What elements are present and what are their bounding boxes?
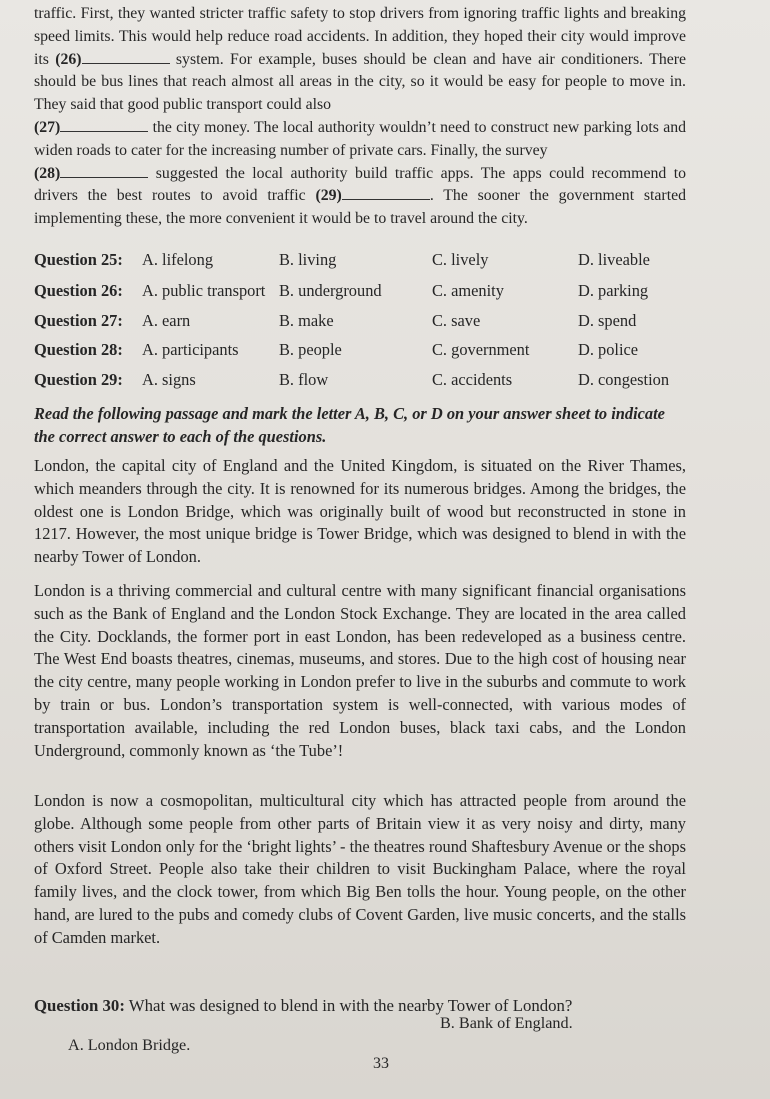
passage-traffic — [34, 3, 686, 231]
option-b[interactable]: B. flow — [279, 370, 329, 389]
option-c[interactable]: C. government — [432, 340, 530, 359]
question-label: Question 30: — [34, 996, 125, 1015]
question-30 — [34, 996, 572, 1016]
question-28-row — [34, 340, 684, 364]
option-a[interactable]: A. London Bridge. — [68, 1036, 191, 1054]
question-29-row — [34, 370, 684, 394]
question-label: Question 26: — [34, 281, 123, 300]
question-27-row — [34, 311, 684, 335]
blank-number-28: (28) — [34, 164, 61, 182]
option-d[interactable]: D. liveable — [578, 250, 650, 269]
option-d[interactable]: D. congestion — [578, 370, 670, 389]
option-b[interactable]: B. people — [279, 340, 342, 359]
passage-london-paragraph-3: London is now a cosmopolitan, multicultural city which has attracted people from around the globe. Although some people from other parts of Britain view it as very noisy and dirty, many others visit London only for the ‘bright lights’ - the theatres round Shaftesbury Avenue or the shops of Oxford Street. People also take their children to visit Buckingham Palace, where the royal family lives, and the clock tower, from which Big Ben tolls the hour. Young people, on the other hand, are lured to the pubs and comedy clubs of Covent Garden, live music concerts, and the stalls of Camden market. — [34, 791, 686, 947]
option-d[interactable]: D. spend — [578, 311, 637, 330]
blank-number-27: (27) — [34, 118, 61, 136]
option-a[interactable]: A. earn — [142, 311, 191, 330]
passage-text: traffic. First, they wanted stricter traffic safety to stop drivers from ignoring traffic lights and breaking speed limits. This would help reduce road accidents. In addition, they hoped their city would improve its — [34, 5, 686, 68]
blank-28[interactable] — [60, 165, 148, 178]
section-instruction: Read the following passage and mark the letter A, B, C, or D on your answer sheet to indicate the correct answer to each of the questions. — [34, 404, 665, 446]
option-d[interactable]: D. parking — [578, 281, 649, 300]
option-c[interactable]: C. lively — [432, 250, 489, 269]
blank-29[interactable] — [342, 187, 430, 200]
option-c[interactable]: C. save — [432, 311, 481, 330]
option-a[interactable]: A. signs — [142, 370, 196, 389]
question-text: What was designed to blend in with the nearby Tower of London? — [124, 996, 573, 1015]
blank-number-29: (29) — [315, 187, 342, 205]
option-b[interactable]: B. underground — [279, 281, 382, 300]
page-number: 33 — [373, 1055, 389, 1072]
question-25-row — [34, 250, 684, 274]
blank-number-26: (26) — [55, 50, 82, 68]
passage-text: suggested the local authority build traffic apps. The apps could recommend to drivers the best routes to avoid traffic — [34, 164, 686, 205]
passage-london-paragraph-2: London is a thriving commercial and cultural centre with many significant financial organisations such as the Bank of England and the London Stock Exchange. They are located in the area called the City. Docklands, the former port in east London, has been redeveloped as a business centre. The West End boasts theatres, cinemas, museums, and stores. Due to the high cost of housing near the city centre, many people working in London prefer to live in the suburbs and commute to work by train or bus. London’s transportation system is well-connected, with various modes of transportation available, including the red London buses, black taxi cabs, and the London Underground, commonly known as ‘the Tube’! — [34, 581, 686, 760]
question-label: Question 25: — [34, 250, 123, 269]
option-a[interactable]: A. participants — [142, 340, 239, 359]
option-c[interactable]: C. accidents — [432, 370, 513, 389]
question-label: Question 27: — [34, 311, 123, 330]
question-26-row — [34, 281, 684, 305]
question-label: Question 29: — [34, 370, 123, 389]
option-b[interactable]: B. Bank of England. — [440, 1014, 573, 1032]
option-a[interactable]: A. public transport — [142, 281, 266, 300]
blank-27[interactable] — [60, 119, 148, 132]
passage-text: the city money. The local authority wouldn’t need to construct new parking lots and widen roads to cater for the increasing number of private cars. Finally, the survey — [34, 118, 686, 159]
passage-text: system. For example, buses should be clean and have air conditioners. There should be bus lines that reach almost all areas in the city, so it would be easy for people to move in. They said that good public transport could also — [34, 50, 686, 114]
passage-london-paragraph-1: London, the capital city of England and the United Kingdom, is situated on the River Thames, which meanders through the city. It is renowned for its numerous bridges. Among the bridges, the oldest one is London Bridge, which was originally built of wood but reconstructed in stone in 1217. However, the most unique bridge is Tower Bridge, which was designed to blend in with the nearby Tower of London. — [34, 456, 686, 567]
passage-text: . The sooner the government started implementing these, the more convenient it would be to travel around the city. — [34, 187, 686, 228]
option-b[interactable]: B. living — [279, 250, 337, 269]
option-c[interactable]: C. amenity — [432, 281, 504, 300]
option-b[interactable]: B. make — [279, 311, 334, 330]
blank-26[interactable] — [82, 51, 170, 64]
question-label: Question 28: — [34, 340, 123, 359]
option-d[interactable]: D. police — [578, 340, 639, 359]
option-a[interactable]: A. lifelong — [142, 250, 214, 269]
